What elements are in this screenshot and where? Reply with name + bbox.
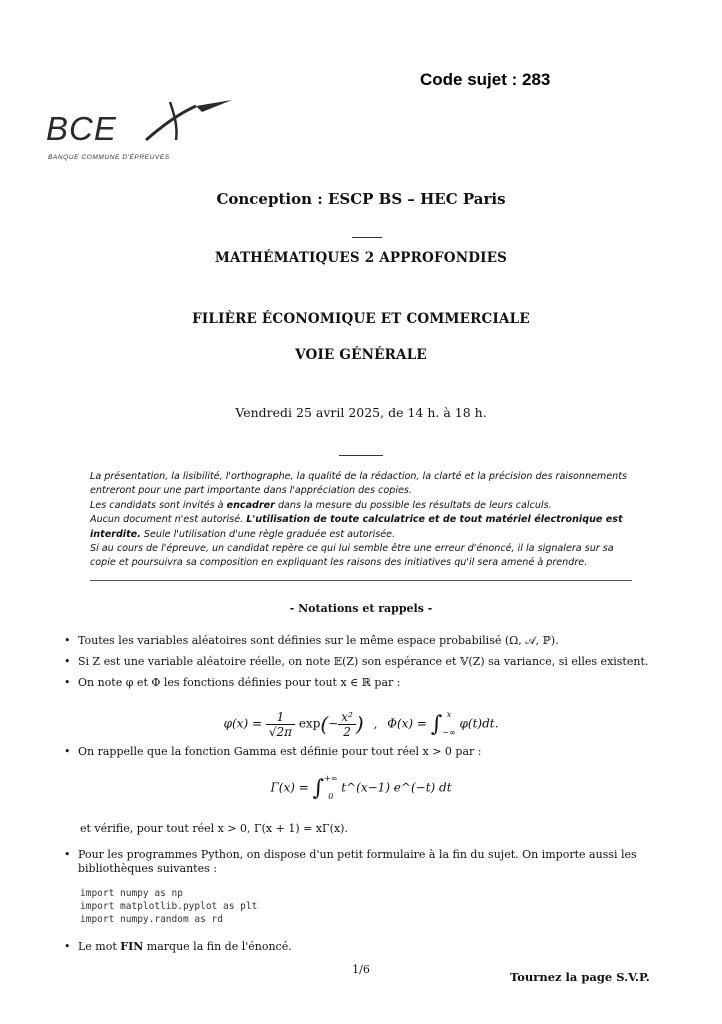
code-line: import numpy.random as rd bbox=[80, 914, 223, 925]
bullet-icon: • bbox=[64, 940, 71, 953]
emphasis: encadrer bbox=[226, 499, 275, 511]
numerator: 1 bbox=[266, 710, 295, 725]
code-line: import numpy as np bbox=[80, 888, 183, 899]
bullet-icon: • bbox=[64, 655, 71, 668]
logo-text: BCE bbox=[46, 110, 117, 147]
separator bbox=[339, 455, 383, 456]
formula-part: exp bbox=[298, 716, 321, 731]
integral-limits bbox=[442, 706, 455, 742]
upper-limit: +∞ bbox=[324, 774, 338, 783]
separator bbox=[90, 580, 632, 581]
instructions-block bbox=[90, 470, 638, 571]
python-imports bbox=[80, 887, 257, 926]
filiere-title: FILIÈRE ÉCONOMIQUE ET COMMERCIALE bbox=[192, 311, 530, 327]
upper-limit: x bbox=[446, 710, 452, 719]
subject-title: MATHÉMATIQUES 2 APPROFONDIES bbox=[214, 250, 508, 266]
separator bbox=[352, 237, 382, 238]
list-item-text: Toutes les variables aléatoires sont définies sur le même espace probabilisé (Ω, 𝒜, ℙ). bbox=[78, 634, 559, 647]
text: Les candidats sont invités à bbox=[90, 499, 227, 511]
instruction-encadrer bbox=[90, 499, 638, 513]
formula-part: t^(x−1) e^(−t) dt bbox=[341, 780, 452, 795]
conception-title: Conception : ESCP BS – HEC Paris bbox=[216, 190, 506, 208]
bce-logo-swoosh-icon bbox=[140, 96, 240, 146]
code-sujet: Code sujet : 283 bbox=[420, 70, 551, 89]
bullet-icon: • bbox=[64, 745, 71, 758]
list-item-text bbox=[78, 940, 694, 954]
text: dans la mesure du possible les résultats de leurs calculs. bbox=[274, 499, 552, 511]
numerator: x² bbox=[338, 710, 356, 725]
formula-part: φ(x) = bbox=[223, 716, 262, 731]
list-item-text: Si Z est une variable aléatoire réelle, on note 𝔼(Z) son espérance et 𝕍(Z) sa variance, si elles existent. bbox=[78, 655, 649, 668]
list-item-text: On note φ et Φ les fonctions définies pour tout x ∈ ℝ par : bbox=[78, 676, 401, 689]
lower-limit: 0 bbox=[328, 792, 334, 801]
formula-part: Φ(x) = bbox=[387, 716, 427, 731]
text: Seule l'utilisation d'une règle graduée est autorisée. bbox=[140, 528, 396, 540]
formula-part: φ(t)dt. bbox=[459, 716, 499, 731]
notations-title: - Notations et rappels - bbox=[289, 602, 433, 615]
text: Aucun document n'est autorisé. bbox=[90, 514, 247, 526]
text-line: bibliothèques suivantes : bbox=[78, 862, 217, 875]
formula-part: , bbox=[373, 716, 378, 731]
denominator: 2 bbox=[343, 724, 351, 739]
formula-phi: φ(x) = $\frac{1}{√2\pi}$ exp(− $\frac{\text{x²}}{2}$ ) , Φ(x) = ∫ x −∞ φ(t)dt. bbox=[0, 706, 722, 746]
text: Le mot bbox=[78, 940, 121, 953]
voie-title: VOIE GÉNÉRALE bbox=[295, 347, 427, 363]
list-item-text bbox=[78, 848, 694, 876]
emphasis: L'utilisation de toute calculatrice et de tout matériel électronique est interdite. bbox=[90, 514, 623, 540]
instruction-presentation: La présentation, la lisibilité, l'orthographe, la qualité de la rédaction, la clarté et la précision des raisonnements entreront pour une part importante dans l'appréciation des copies. bbox=[90, 471, 628, 497]
bullet-icon: • bbox=[64, 848, 71, 861]
bullet-icon: • bbox=[64, 634, 71, 647]
instruction-erreur: Si au cours de l'épreuve, un candidat repère ce qui lui semble être une erreur d'énoncé, il la signalera sur sa copie et poursuivra sa composition en expliquant les raisons des initiatives qu'il sera amené à prendre. bbox=[90, 543, 614, 569]
formula-part: Γ(x) = bbox=[270, 780, 309, 795]
emphasis: FIN bbox=[120, 940, 144, 953]
code-line: import matplotlib.pyplot as plt bbox=[80, 901, 258, 912]
page-number: 1/6 bbox=[352, 963, 370, 976]
instruction-documents bbox=[90, 513, 638, 542]
lower-limit: −∞ bbox=[442, 728, 456, 737]
list-item-text: On rappelle que la fonction Gamma est définie pour tout réel x > 0 par : bbox=[78, 745, 482, 758]
bce-logo bbox=[44, 96, 244, 176]
fraction bbox=[338, 710, 356, 739]
exam-date: Vendredi 25 avril 2025, de 14 h. à 18 h. bbox=[235, 405, 487, 420]
denominator: √2π bbox=[268, 724, 292, 739]
integral-limits bbox=[324, 770, 337, 806]
turn-page-note: Tournez la page S.V.P. bbox=[510, 970, 650, 984]
bullet-icon: • bbox=[64, 676, 71, 689]
text-line: Pour les programmes Python, on dispose d'un petit formulaire à la fin du sujet. On importe aussi les bbox=[78, 848, 637, 861]
formula-gamma: Γ(x) = ∫ +∞ 0 t^(x−1) e^(−t) dt bbox=[0, 770, 722, 810]
gamma-property: et vérifie, pour tout réel x > 0, Γ(x + 1) = xΓ(x). bbox=[80, 822, 348, 835]
fraction bbox=[266, 710, 295, 739]
logo-subtitle: BANQUE COMMUNE D'ÉPREUVES bbox=[48, 154, 170, 161]
text: marque la fin de l'énoncé. bbox=[143, 940, 292, 953]
